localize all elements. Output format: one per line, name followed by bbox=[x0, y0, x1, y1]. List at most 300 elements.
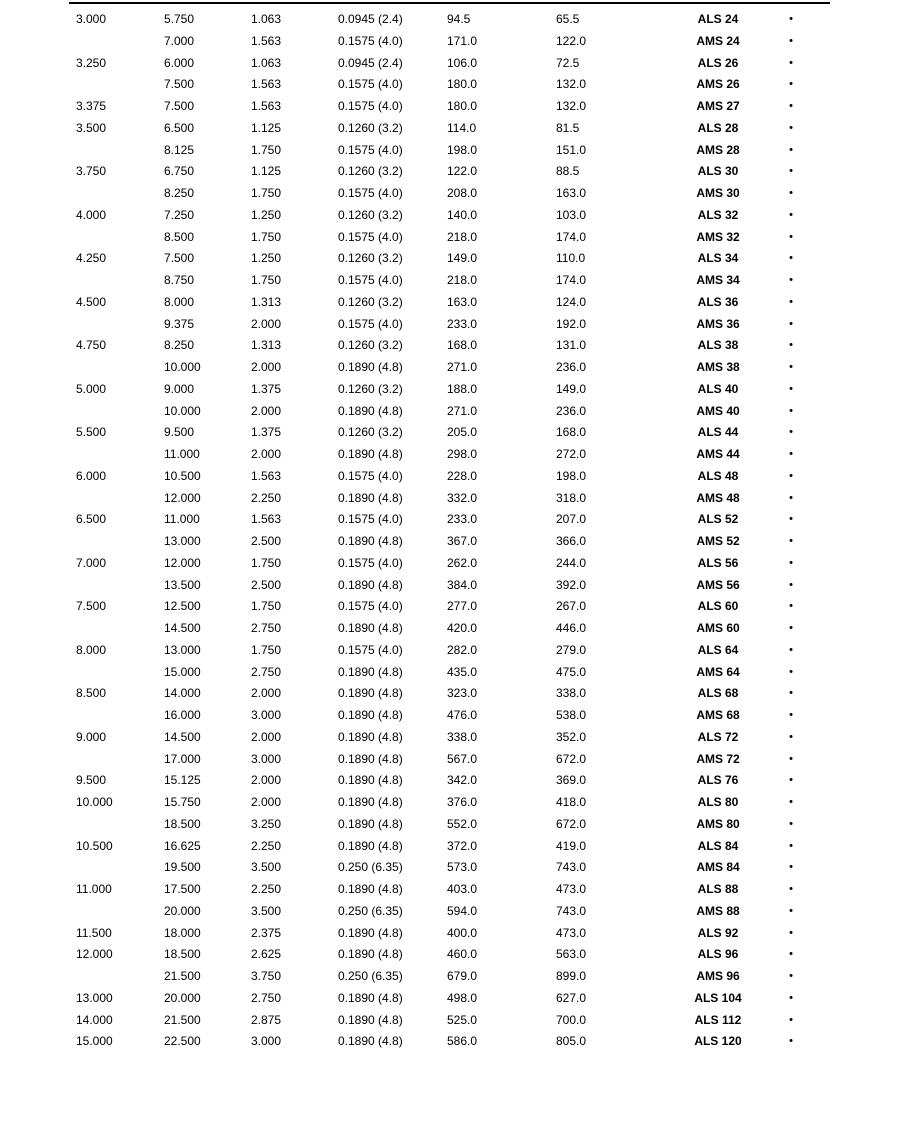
outside-diameter-cell: 13.000 bbox=[164, 534, 201, 548]
availability-dot-cell: • bbox=[789, 317, 793, 330]
dynamic-load-cell: 525.0 bbox=[447, 1012, 478, 1027]
width-cell: 1.125 bbox=[251, 120, 282, 135]
static-load-cell: 475.0 bbox=[556, 664, 587, 679]
thickness-cell: 0.0945 (2.4) bbox=[338, 55, 403, 70]
dynamic-load-cell: 168.0 bbox=[447, 338, 478, 353]
part-number-cell: AMS 38 bbox=[696, 360, 740, 374]
part-number-cell: ALS 80 bbox=[697, 795, 739, 809]
part-number-cell: AMS 48 bbox=[696, 490, 740, 505]
width-cell: 2.250 bbox=[251, 838, 282, 853]
thickness-cell: 0.1890 (4.8) bbox=[338, 990, 403, 1005]
outside-diameter-cell: 15.125 bbox=[164, 773, 201, 788]
thickness-cell: 0.1890 (4.8) bbox=[338, 447, 403, 461]
thickness-cell: 0.1575 (4.0) bbox=[338, 642, 403, 657]
table-row bbox=[0, 683, 899, 705]
static-load-cell: 174.0 bbox=[556, 229, 587, 244]
availability-dot-cell: • bbox=[789, 100, 793, 112]
availability-dot-cell: • bbox=[789, 1013, 793, 1026]
static-load-cell: 207.0 bbox=[556, 512, 587, 527]
dynamic-load-cell: 208.0 bbox=[447, 186, 478, 200]
part-number-cell: ALS 56 bbox=[697, 555, 739, 570]
static-load-cell: 369.0 bbox=[556, 773, 587, 788]
thickness-cell: 0.1890 (4.8) bbox=[338, 1034, 403, 1049]
table-row bbox=[0, 357, 899, 379]
dynamic-load-cell: 342.0 bbox=[447, 773, 478, 788]
part-number-cell: ALS 36 bbox=[697, 294, 739, 309]
static-load-cell: 279.0 bbox=[556, 642, 587, 657]
outside-diameter-cell: 6.750 bbox=[164, 164, 195, 179]
thickness-cell: 0.1890 (4.8) bbox=[338, 795, 403, 809]
availability-dot-cell: • bbox=[789, 361, 793, 373]
outside-diameter-cell: 21.500 bbox=[164, 1012, 201, 1027]
table-row bbox=[0, 248, 899, 270]
dynamic-load-cell: 114.0 bbox=[447, 120, 477, 135]
part-number-cell: AMS 72 bbox=[696, 751, 740, 766]
part-number-cell: ALS 92 bbox=[697, 925, 739, 940]
static-load-cell: 418.0 bbox=[556, 795, 587, 809]
width-cell: 1.313 bbox=[251, 294, 282, 309]
static-load-cell: 805.0 bbox=[556, 1034, 587, 1049]
static-load-cell: 72.5 bbox=[556, 55, 580, 70]
availability-dot-cell: • bbox=[789, 796, 793, 808]
table-row bbox=[0, 618, 899, 640]
bore-size-cell: 5.500 bbox=[76, 425, 107, 440]
thickness-cell: 0.1890 (4.8) bbox=[338, 490, 403, 505]
availability-dot-cell: • bbox=[789, 448, 793, 460]
thickness-cell: 0.1575 (4.0) bbox=[338, 273, 403, 287]
part-number-cell: AMS 26 bbox=[696, 77, 740, 92]
table-row bbox=[0, 444, 899, 466]
dynamic-load-cell: 149.0 bbox=[447, 251, 478, 266]
width-cell: 2.000 bbox=[251, 729, 282, 744]
static-load-cell: 392.0 bbox=[556, 577, 587, 592]
outside-diameter-cell: 20.000 bbox=[164, 903, 201, 918]
part-number-cell: ALS 34 bbox=[697, 251, 739, 266]
thickness-cell: 0.1575 (4.0) bbox=[338, 316, 403, 331]
part-number-cell: AMS 96 bbox=[696, 969, 740, 983]
outside-diameter-cell: 14.500 bbox=[164, 621, 201, 635]
outside-diameter-cell: 22.500 bbox=[164, 1034, 201, 1049]
thickness-cell: 0.1890 (4.8) bbox=[338, 686, 403, 701]
thickness-cell: 0.1890 (4.8) bbox=[338, 751, 403, 766]
thickness-cell: 0.1890 (4.8) bbox=[338, 882, 403, 896]
availability-dot-cell: • bbox=[789, 230, 793, 243]
static-load-cell: 272.0 bbox=[556, 447, 587, 461]
dynamic-load-cell: 262.0 bbox=[447, 555, 478, 570]
outside-diameter-cell: 9.375 bbox=[164, 316, 195, 331]
availability-dot-cell: • bbox=[789, 165, 793, 178]
thickness-cell: 0.1260 (3.2) bbox=[338, 164, 403, 179]
dynamic-load-cell: 567.0 bbox=[447, 751, 478, 766]
thickness-cell: 0.1890 (4.8) bbox=[338, 773, 403, 788]
part-number-cell: AMS 80 bbox=[696, 816, 740, 831]
availability-dot-cell: • bbox=[789, 730, 793, 743]
dynamic-load-cell: 332.0 bbox=[447, 490, 478, 505]
width-cell: 1.750 bbox=[251, 273, 282, 287]
width-cell: 1.313 bbox=[251, 338, 282, 353]
availability-dot-cell: • bbox=[789, 426, 793, 439]
availability-dot-cell: • bbox=[789, 556, 793, 569]
part-number-cell: ALS 28 bbox=[697, 120, 739, 135]
part-number-cell: ALS 44 bbox=[697, 425, 739, 440]
bore-size-cell: 6.500 bbox=[76, 512, 107, 527]
dynamic-load-cell: 338.0 bbox=[447, 729, 478, 744]
part-number-cell: ALS 72 bbox=[697, 729, 739, 744]
static-load-cell: 244.0 bbox=[556, 555, 587, 570]
width-cell: 2.250 bbox=[251, 490, 282, 505]
outside-diameter-cell: 8.000 bbox=[164, 294, 195, 309]
outside-diameter-cell: 15.000 bbox=[164, 664, 201, 679]
availability-dot-cell: • bbox=[789, 578, 793, 591]
part-number-cell: ALS 52 bbox=[697, 512, 739, 527]
width-cell: 2.500 bbox=[251, 577, 282, 592]
table-row bbox=[0, 74, 899, 96]
part-number-cell: ALS 60 bbox=[697, 599, 739, 614]
bore-size-cell: 3.250 bbox=[76, 55, 107, 70]
part-number-cell: ALS 84 bbox=[697, 838, 739, 853]
availability-dot-cell: • bbox=[789, 1035, 793, 1048]
width-cell: 3.250 bbox=[251, 816, 282, 831]
table-row bbox=[0, 640, 899, 662]
availability-dot-cell: • bbox=[789, 535, 793, 547]
dynamic-load-cell: 233.0 bbox=[447, 316, 478, 331]
bore-size-cell: 12.000 bbox=[76, 947, 113, 962]
static-load-cell: 122.0 bbox=[556, 33, 587, 48]
table-row bbox=[0, 836, 899, 858]
dynamic-load-cell: 188.0 bbox=[447, 381, 478, 396]
outside-diameter-cell: 21.500 bbox=[164, 969, 201, 983]
part-number-cell: AMS 36 bbox=[696, 316, 740, 331]
thickness-cell: 0.1575 (4.0) bbox=[338, 33, 403, 48]
top-rule bbox=[69, 2, 830, 4]
thickness-cell: 0.1575 (4.0) bbox=[338, 186, 403, 200]
width-cell: 2.750 bbox=[251, 664, 282, 679]
table-row bbox=[0, 31, 899, 53]
thickness-cell: 0.1575 (4.0) bbox=[338, 599, 403, 614]
dynamic-load-cell: 679.0 bbox=[447, 969, 478, 983]
thickness-cell: 0.1890 (4.8) bbox=[338, 360, 403, 374]
thickness-cell: 0.1890 (4.8) bbox=[338, 403, 403, 418]
width-cell: 2.000 bbox=[251, 403, 282, 418]
bore-size-cell: 5.000 bbox=[76, 381, 107, 396]
table-row bbox=[0, 553, 899, 575]
dynamic-load-cell: 376.0 bbox=[447, 795, 478, 809]
dynamic-load-cell: 420.0 bbox=[447, 621, 478, 635]
bore-size-cell: 14.000 bbox=[76, 1012, 113, 1027]
dynamic-load-cell: 367.0 bbox=[447, 534, 478, 548]
table-row bbox=[0, 488, 899, 510]
thickness-cell: 0.1890 (4.8) bbox=[338, 664, 403, 679]
outside-diameter-cell: 14.500 bbox=[164, 729, 201, 744]
width-cell: 3.000 bbox=[251, 751, 282, 766]
dynamic-load-cell: 586.0 bbox=[447, 1034, 478, 1049]
thickness-cell: 0.1890 (4.8) bbox=[338, 729, 403, 744]
part-number-cell: AMS 84 bbox=[696, 860, 740, 875]
thickness-cell: 0.250 (6.35) bbox=[338, 860, 403, 875]
thickness-cell: 0.1575 (4.0) bbox=[338, 512, 403, 527]
table-row bbox=[0, 1010, 899, 1032]
availability-dot-cell: • bbox=[789, 13, 793, 25]
table-row bbox=[0, 705, 899, 727]
static-load-cell: 110.0 bbox=[556, 251, 586, 266]
dynamic-load-cell: 233.0 bbox=[447, 512, 478, 527]
availability-dot-cell: • bbox=[789, 687, 793, 700]
static-load-cell: 168.0 bbox=[556, 425, 587, 440]
static-load-cell: 352.0 bbox=[556, 729, 587, 744]
bore-size-cell: 3.000 bbox=[76, 12, 107, 26]
thickness-cell: 0.1260 (3.2) bbox=[338, 338, 403, 353]
width-cell: 1.563 bbox=[251, 77, 282, 92]
bore-size-cell: 13.000 bbox=[76, 990, 113, 1005]
part-number-cell: AMS 34 bbox=[696, 273, 740, 287]
part-number-cell: ALS 68 bbox=[697, 686, 739, 701]
width-cell: 3.500 bbox=[251, 903, 282, 918]
dynamic-load-cell: 298.0 bbox=[447, 447, 478, 461]
availability-dot-cell: • bbox=[789, 274, 793, 286]
dynamic-load-cell: 271.0 bbox=[447, 403, 478, 418]
availability-dot-cell: • bbox=[789, 34, 793, 47]
dynamic-load-cell: 218.0 bbox=[447, 229, 478, 244]
availability-dot-cell: • bbox=[789, 491, 793, 504]
width-cell: 1.125 bbox=[251, 164, 282, 179]
availability-dot-cell: • bbox=[789, 861, 793, 874]
width-cell: 1.750 bbox=[251, 599, 282, 614]
table-row bbox=[0, 509, 899, 531]
part-number-cell: ALS 76 bbox=[697, 773, 739, 788]
thickness-cell: 0.1890 (4.8) bbox=[338, 925, 403, 940]
static-load-cell: 132.0 bbox=[556, 99, 587, 113]
availability-dot-cell: • bbox=[789, 643, 793, 656]
table-row bbox=[0, 422, 899, 444]
static-load-cell: 131.0 bbox=[556, 338, 587, 353]
table-row bbox=[0, 335, 899, 357]
dynamic-load-cell: 218.0 bbox=[447, 273, 478, 287]
static-load-cell: 81.5 bbox=[556, 120, 580, 135]
outside-diameter-cell: 10.500 bbox=[164, 468, 201, 483]
width-cell: 2.000 bbox=[251, 686, 282, 701]
bore-size-cell: 11.500 bbox=[76, 925, 112, 940]
dynamic-load-cell: 163.0 bbox=[447, 294, 478, 309]
width-cell: 3.000 bbox=[251, 708, 282, 722]
outside-diameter-cell: 8.500 bbox=[164, 229, 195, 244]
availability-dot-cell: • bbox=[789, 752, 793, 765]
table-row bbox=[0, 901, 899, 923]
thickness-cell: 0.1890 (4.8) bbox=[338, 621, 403, 635]
static-load-cell: 743.0 bbox=[556, 903, 587, 918]
bore-size-cell: 8.500 bbox=[76, 686, 107, 701]
table-row bbox=[0, 770, 899, 792]
dynamic-load-cell: 140.0 bbox=[447, 207, 478, 222]
table-row bbox=[0, 879, 899, 901]
table-row bbox=[0, 662, 899, 684]
width-cell: 1.250 bbox=[251, 251, 282, 266]
dynamic-load-cell: 460.0 bbox=[447, 947, 478, 962]
width-cell: 2.250 bbox=[251, 882, 282, 896]
width-cell: 2.375 bbox=[251, 925, 282, 940]
part-number-cell: AMS 28 bbox=[696, 142, 740, 157]
dynamic-load-cell: 323.0 bbox=[447, 686, 478, 701]
table-row bbox=[0, 944, 899, 966]
outside-diameter-cell: 18.000 bbox=[164, 925, 201, 940]
dynamic-load-cell: 498.0 bbox=[447, 990, 478, 1005]
part-number-cell: AMS 27 bbox=[696, 99, 740, 113]
static-load-cell: 88.5 bbox=[556, 164, 580, 179]
static-load-cell: 338.0 bbox=[556, 686, 587, 701]
width-cell: 3.000 bbox=[251, 1034, 282, 1049]
table-row bbox=[0, 966, 899, 988]
dynamic-load-cell: 198.0 bbox=[447, 142, 478, 157]
availability-dot-cell: • bbox=[789, 948, 793, 961]
table-row bbox=[0, 270, 899, 292]
bore-size-cell: 3.750 bbox=[76, 164, 107, 179]
table-row bbox=[0, 140, 899, 162]
outside-diameter-cell: 18.500 bbox=[164, 816, 201, 831]
static-load-cell: 236.0 bbox=[556, 360, 587, 374]
outside-diameter-cell: 8.250 bbox=[164, 186, 195, 200]
thickness-cell: 0.1575 (4.0) bbox=[338, 468, 403, 483]
table-row bbox=[0, 96, 899, 118]
static-load-cell: 65.5 bbox=[556, 12, 580, 26]
part-number-cell: ALS 38 bbox=[697, 338, 739, 353]
bore-size-cell: 9.500 bbox=[76, 773, 107, 788]
availability-dot-cell: • bbox=[789, 78, 793, 91]
bore-size-cell: 4.750 bbox=[76, 338, 107, 353]
outside-diameter-cell: 6.000 bbox=[164, 55, 195, 70]
part-number-cell: ALS 104 bbox=[694, 990, 742, 1005]
table-row bbox=[0, 596, 899, 618]
width-cell: 1.750 bbox=[251, 186, 282, 200]
part-number-cell: AMS 68 bbox=[696, 708, 740, 722]
part-number-cell: ALS 40 bbox=[697, 381, 739, 396]
outside-diameter-cell: 17.000 bbox=[164, 751, 201, 766]
outside-diameter-cell: 13.500 bbox=[164, 577, 201, 592]
outside-diameter-cell: 8.125 bbox=[164, 142, 195, 157]
thickness-cell: 0.1260 (3.2) bbox=[338, 381, 403, 396]
thickness-cell: 0.1575 (4.0) bbox=[338, 77, 403, 92]
static-load-cell: 563.0 bbox=[556, 947, 587, 962]
width-cell: 1.750 bbox=[251, 142, 282, 157]
table-row bbox=[0, 314, 899, 336]
outside-diameter-cell: 13.000 bbox=[164, 642, 201, 657]
dynamic-load-cell: 106.0 bbox=[447, 55, 478, 70]
thickness-cell: 0.1575 (4.0) bbox=[338, 99, 403, 113]
outside-diameter-cell: 7.500 bbox=[164, 99, 195, 113]
table-row bbox=[0, 988, 899, 1010]
thickness-cell: 0.1890 (4.8) bbox=[338, 947, 403, 962]
static-load-cell: 149.0 bbox=[556, 381, 587, 396]
availability-dot-cell: • bbox=[789, 513, 793, 526]
availability-dot-cell: • bbox=[789, 339, 793, 352]
thickness-cell: 0.1575 (4.0) bbox=[338, 555, 403, 570]
outside-diameter-cell: 8.750 bbox=[164, 273, 195, 287]
table-row bbox=[0, 749, 899, 771]
dynamic-load-cell: 403.0 bbox=[447, 882, 478, 896]
thickness-cell: 0.1890 (4.8) bbox=[338, 1012, 403, 1027]
static-load-cell: 267.0 bbox=[556, 599, 587, 614]
width-cell: 1.750 bbox=[251, 229, 282, 244]
width-cell: 1.063 bbox=[251, 55, 282, 70]
part-number-cell: AMS 52 bbox=[696, 534, 740, 548]
part-number-cell: AMS 24 bbox=[696, 33, 740, 48]
availability-dot-cell: • bbox=[789, 469, 793, 482]
bore-size-cell: 6.000 bbox=[76, 468, 107, 483]
thickness-cell: 0.1890 (4.8) bbox=[338, 816, 403, 831]
width-cell: 2.625 bbox=[251, 947, 282, 962]
availability-dot-cell: • bbox=[789, 709, 793, 721]
outside-diameter-cell: 17.500 bbox=[164, 882, 201, 896]
static-load-cell: 419.0 bbox=[556, 838, 587, 853]
static-load-cell: 743.0 bbox=[556, 860, 587, 875]
static-load-cell: 174.0 bbox=[556, 273, 587, 287]
bore-size-cell: 8.000 bbox=[76, 642, 107, 657]
part-number-cell: ALS 88 bbox=[697, 882, 739, 896]
dynamic-load-cell: 573.0 bbox=[447, 860, 478, 875]
width-cell: 2.500 bbox=[251, 534, 282, 548]
dynamic-load-cell: 552.0 bbox=[447, 816, 478, 831]
availability-dot-cell: • bbox=[789, 143, 793, 156]
table-row bbox=[0, 9, 899, 31]
availability-dot-cell: • bbox=[789, 295, 793, 308]
dynamic-load-cell: 180.0 bbox=[447, 77, 478, 92]
outside-diameter-cell: 19.500 bbox=[164, 860, 201, 875]
width-cell: 1.563 bbox=[251, 99, 282, 113]
dynamic-load-cell: 94.5 bbox=[447, 12, 471, 26]
bore-size-cell: 15.000 bbox=[76, 1034, 113, 1049]
availability-dot-cell: • bbox=[789, 382, 793, 395]
table-row bbox=[0, 227, 899, 249]
outside-diameter-cell: 11.000 bbox=[164, 447, 200, 461]
thickness-cell: 0.0945 (2.4) bbox=[338, 12, 403, 26]
outside-diameter-cell: 8.250 bbox=[164, 338, 195, 353]
outside-diameter-cell: 16.625 bbox=[164, 838, 201, 853]
dynamic-load-cell: 205.0 bbox=[447, 425, 478, 440]
part-number-cell: AMS 40 bbox=[696, 403, 740, 418]
width-cell: 2.875 bbox=[251, 1012, 282, 1027]
static-load-cell: 899.0 bbox=[556, 969, 587, 983]
width-cell: 2.000 bbox=[251, 447, 282, 461]
outside-diameter-cell: 18.500 bbox=[164, 947, 201, 962]
width-cell: 3.750 bbox=[251, 969, 282, 983]
outside-diameter-cell: 7.250 bbox=[164, 207, 195, 222]
part-number-cell: ALS 64 bbox=[697, 642, 739, 657]
outside-diameter-cell: 7.000 bbox=[164, 33, 195, 48]
static-load-cell: 132.0 bbox=[556, 77, 587, 92]
static-load-cell: 103.0 bbox=[556, 207, 587, 222]
part-number-cell: ALS 48 bbox=[697, 468, 739, 483]
table-row bbox=[0, 1031, 899, 1053]
availability-dot-cell: • bbox=[789, 904, 793, 917]
availability-dot-cell: • bbox=[789, 121, 793, 134]
thickness-cell: 0.1890 (4.8) bbox=[338, 577, 403, 592]
availability-dot-cell: • bbox=[789, 208, 793, 221]
part-number-cell: ALS 120 bbox=[694, 1034, 742, 1049]
static-load-cell: 366.0 bbox=[556, 534, 587, 548]
data-table bbox=[0, 9, 899, 1053]
bore-size-cell: 7.500 bbox=[76, 599, 107, 614]
static-load-cell: 672.0 bbox=[556, 751, 587, 766]
outside-diameter-cell: 9.000 bbox=[164, 381, 195, 396]
outside-diameter-cell: 15.750 bbox=[164, 795, 201, 809]
availability-dot-cell: • bbox=[789, 991, 793, 1004]
table-row bbox=[0, 727, 899, 749]
availability-dot-cell: • bbox=[789, 56, 793, 69]
static-load-cell: 192.0 bbox=[556, 316, 587, 331]
thickness-cell: 0.250 (6.35) bbox=[338, 903, 403, 918]
thickness-cell: 0.1890 (4.8) bbox=[338, 708, 403, 722]
availability-dot-cell: • bbox=[789, 839, 793, 852]
width-cell: 1.563 bbox=[251, 468, 282, 483]
bore-size-cell: 9.000 bbox=[76, 729, 107, 744]
